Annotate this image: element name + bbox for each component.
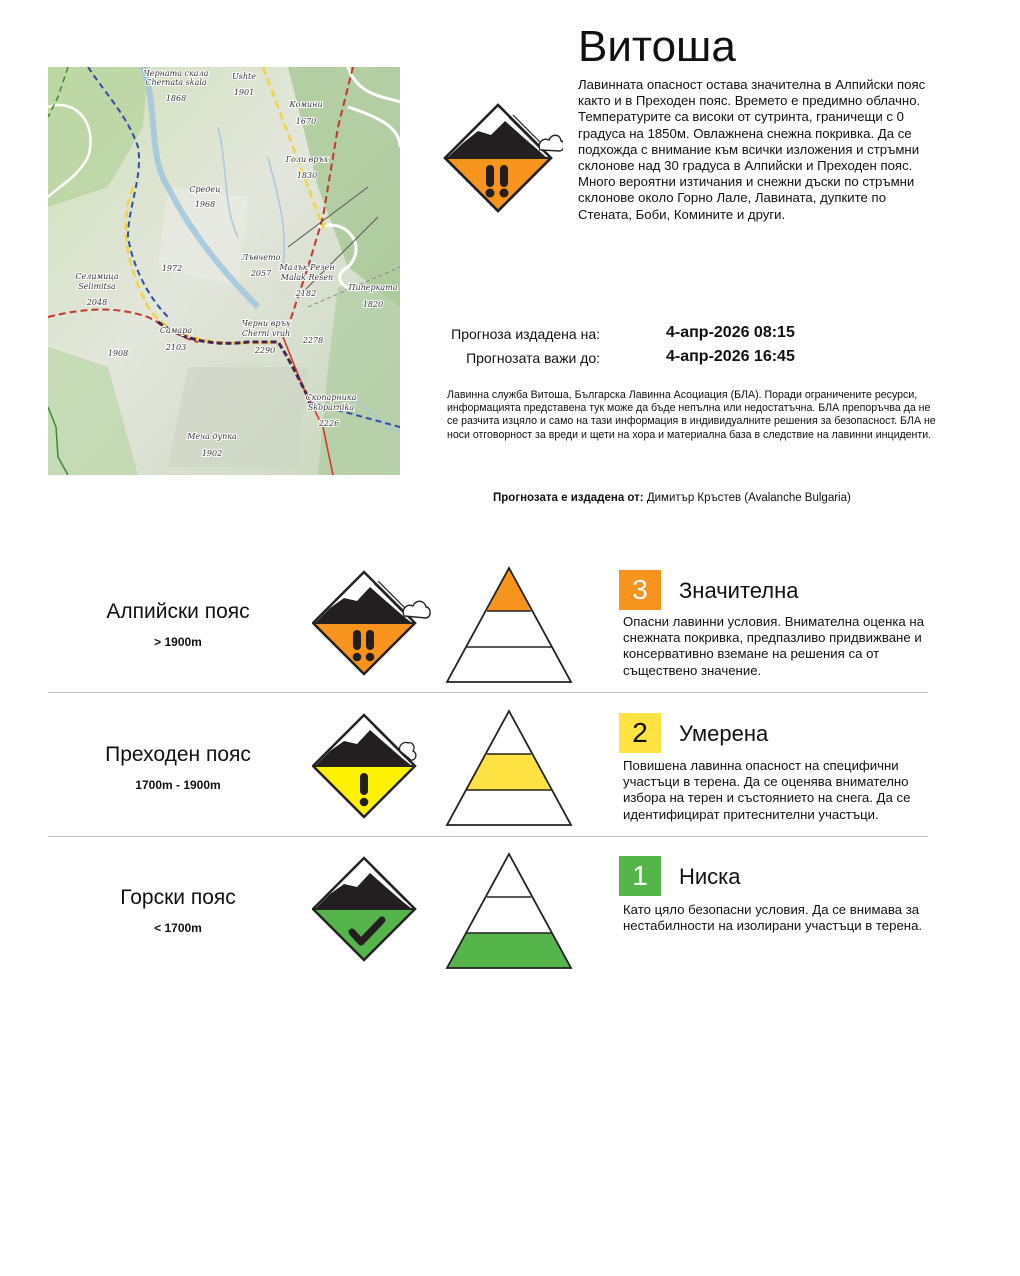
map-label: 1868 [165, 94, 187, 103]
map-label: 1901 [233, 88, 255, 97]
pyramid-tier-bottom [447, 933, 571, 968]
danger-level-name: Умерена [679, 721, 769, 746]
issued-row [440, 323, 920, 345]
map-label: Комини [289, 100, 323, 109]
map-label: Ushte [232, 72, 256, 81]
map-label: Селимица [75, 272, 119, 281]
zone-transitional [48, 703, 928, 845]
danger-level-description: Повишена лавинна опасност на специфични участъци в терена. Да се оценява внимателно избора на терен и състоянието на снега. Да се идентифицират притеснителни участъци. [623, 758, 911, 822]
map-label: Голи връх [285, 155, 329, 164]
divider [48, 692, 928, 693]
danger-level-badge: 1 [619, 856, 661, 896]
zone-forest [48, 846, 928, 988]
pyramid-tier-bottom [447, 647, 571, 682]
issuer-value: Димитър Кръстев (Avalanche Bulgaria) [646, 492, 851, 504]
danger-level-name: Ниска [679, 864, 741, 889]
avalanche-danger-3-icon [443, 103, 563, 215]
map-label: Skoparnika [307, 403, 355, 412]
zone-name: Преходен пояс [105, 743, 251, 766]
zone-range: 1700m - 1900m [135, 778, 221, 792]
zone-name: Горски пояс [120, 886, 236, 909]
valid-value: 4-апр-2026 16:45 [666, 348, 795, 365]
map-label: Пиперката [348, 283, 398, 292]
map-label: Malak Resen [280, 273, 334, 282]
map-label: 1670 [295, 117, 317, 126]
danger-level-3-icon [312, 570, 438, 686]
map-label: Chernata skala [145, 78, 207, 87]
valid-label: Прогнозата важи до: [466, 350, 600, 366]
danger-level-badge: 2 [619, 713, 661, 753]
zone-range: > 1900m [154, 635, 202, 649]
map-label: 1972 [161, 264, 183, 273]
danger-pyramid [445, 566, 573, 684]
map-label: 1908 [107, 349, 129, 358]
danger-level-badge: 3 [619, 570, 661, 610]
map-label: 1902 [201, 449, 223, 458]
pyramid-tier-top [487, 854, 531, 897]
map-label: 2103 [165, 343, 187, 352]
issued-label: Прогноза издадена на: [451, 326, 600, 342]
area-map[interactable] [48, 67, 400, 475]
danger-level-2-icon [312, 713, 438, 829]
map-label: 2226 [318, 419, 340, 428]
danger-pyramid [445, 709, 573, 827]
map-label: Малък Резен [279, 263, 335, 272]
map-label: 2182 [295, 289, 317, 298]
map-label: Черната скала [143, 69, 209, 78]
map-label: Лъвчето [241, 253, 281, 262]
map-label: 2057 [250, 269, 272, 278]
issuer-label: Прогнозата е издадена от: [493, 492, 644, 504]
zone-name: Алпийски пояс [106, 600, 250, 623]
danger-level-name: Значителна [679, 578, 799, 603]
danger-pyramid [445, 852, 573, 970]
map-label: 1830 [296, 171, 318, 180]
zone-alpine [48, 560, 928, 702]
map-label: 2278 [302, 336, 324, 345]
map-label: Скопарника [305, 393, 357, 402]
issuer-line [493, 492, 851, 504]
pyramid-tier-bottom [447, 790, 571, 825]
disclaimer-text: Лавинна служба Витоша, Българска Лавинна Асоциация (БЛА). Поради ограничените ресурси, информацията представена тук може да бъде непълна или недостатъчна. БЛА препоръчва да не се разчита изцяло и само на тази информация в индивидуалните решения за безопасност. БЛА не носи отговорност за вреди и щети на хора и материална база в следствие на лавинни инциденти. [447, 389, 936, 441]
pyramid-tier-middle [466, 754, 552, 790]
pyramid-tier-middle [466, 611, 552, 647]
map-label: Меча дупка [187, 432, 237, 441]
map-label: 1820 [362, 300, 384, 309]
map-label: Черни връх [241, 319, 291, 328]
map-label: 1968 [194, 200, 216, 209]
danger-level-description: Опасни лавинни условия. Внимателна оценка на снежната покривка, предпазливо придвижване и консервативно вземане на решения са от съществено значение. [623, 614, 925, 678]
zone-range: < 1700m [154, 921, 202, 935]
map-label: Cherni vrah [241, 329, 291, 338]
map-label: Selimitsa [78, 282, 116, 291]
pyramid-tier-middle [466, 897, 552, 933]
divider [48, 836, 928, 837]
pyramid-tier-top [487, 568, 531, 611]
map-label: 2048 [86, 298, 108, 307]
issued-value: 4-апр-2026 08:15 [666, 324, 795, 341]
pyramid-tier-top [487, 711, 531, 754]
map-label: 2290 [254, 346, 276, 355]
danger-level-1-icon [312, 856, 438, 972]
forecast-summary: Лавинната опасност остава значителна в Алпийски пояс както и в Преходен пояс. Времето е предимно облачно. Температурите са високи от сутринта, граничещи с 0 градуса на 1850м. Овлажнена снежна покривка. Да се подхожда с внимание към всички изложения и стръмни склонове над 30 градуса в Алпийски и Преходен пояс. Много вероятни изтичания и снежни дъски по стръмни склонове около Горно Лале, Лавината, дупките по Стената, Боби, Комините и други. [578, 77, 926, 222]
map-label: Самара [159, 326, 193, 335]
valid-row [440, 347, 920, 369]
map-graphic [48, 67, 400, 475]
danger-level-description: Като цяло безопасни условия. Да се внимава за нестабилности на изолирани участъци в терена. [623, 902, 923, 934]
page-title: Витоша [578, 22, 736, 71]
map-label: Средец [189, 185, 221, 194]
